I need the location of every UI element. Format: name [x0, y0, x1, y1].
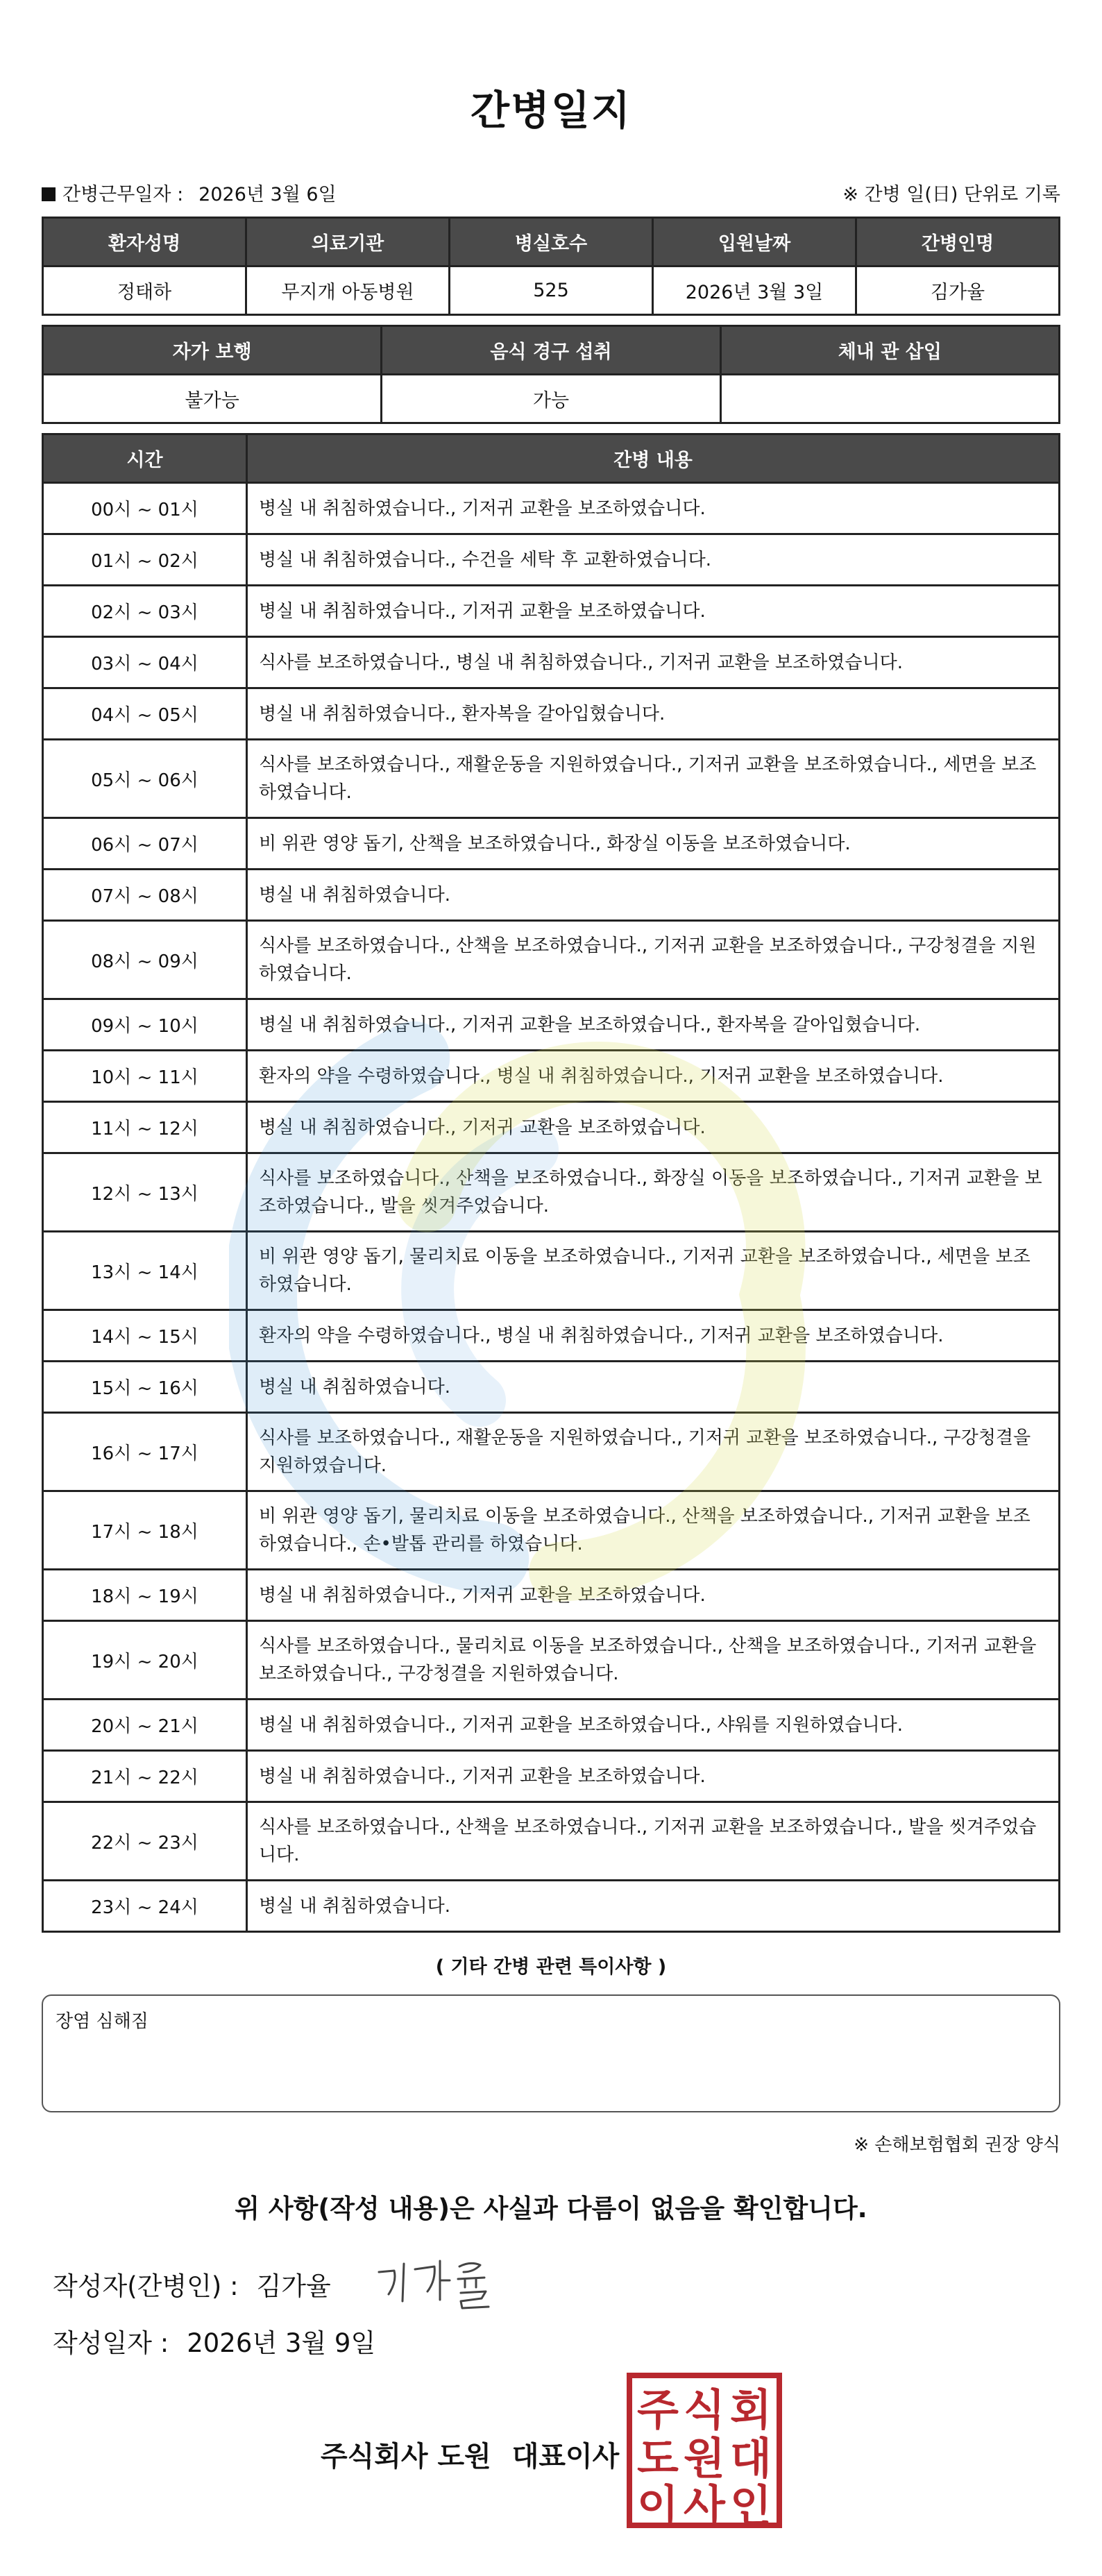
special-notes-title: ( 기타 간병 관련 특이사항 ): [435, 1956, 667, 1978]
header-room-number: 병실호수: [450, 218, 653, 266]
log-time: 22시 ~ 23시: [43, 1802, 247, 1881]
special-notes-content: 장염 심해짐: [56, 2011, 149, 2032]
table-row: [43, 870, 1060, 921]
written-date-line: [53, 2322, 375, 2359]
log-time: 13시 ~ 14시: [43, 1232, 247, 1310]
patient-info-table: [42, 217, 1060, 316]
log-content: 비 위관 영양 돕기, 산책을 보조하였습니다., 화장실 이동을 보조하였습니다.: [247, 818, 1060, 870]
header-oral-intake: 음식 경구 섭취: [382, 326, 720, 375]
log-content: 병실 내 취침하였습니다., 기저귀 교환을 보조하였습니다.: [247, 483, 1060, 534]
svg-text:주: 주: [637, 2384, 679, 2435]
log-content: 병실 내 취침하였습니다.: [247, 1881, 1060, 1932]
log-time: 09시 ~ 10시: [43, 999, 247, 1051]
written-date-label: 작성일자 :: [53, 2328, 169, 2358]
header-admission-date: 입원날짜: [653, 218, 856, 266]
table-row: [43, 1570, 1060, 1621]
header-patient-name: 환자성명: [43, 218, 246, 266]
log-content: 환자의 약을 수령하였습니다., 병실 내 취침하였습니다., 기저귀 교환을 보조하였습니다.: [247, 1051, 1060, 1102]
table-row: [43, 1751, 1060, 1802]
writer-label: 작성자(간병인) :: [53, 2271, 239, 2301]
log-time: 00시 ~ 01시: [43, 483, 247, 534]
tube-insertion: [720, 375, 1059, 423]
company-role: 대표이사: [511, 2441, 620, 2473]
table-row: [43, 1491, 1060, 1570]
page-title: 간병일지: [470, 87, 632, 134]
table-row: [43, 637, 1060, 688]
svg-text:원: 원: [684, 2433, 725, 2484]
log-content: 병실 내 취침하였습니다.: [247, 1362, 1060, 1413]
table-row: [43, 999, 1060, 1051]
form-note: ※ 손해보험협회 권장 양식: [854, 2135, 1060, 2155]
log-content: 식사를 보조하였습니다., 산책을 보조하였습니다., 기저귀 교환을 보조하였습니다., 발을 씻겨주었습니다.: [247, 1802, 1060, 1881]
log-time: 14시 ~ 15시: [43, 1310, 247, 1362]
log-content: 병실 내 취침하였습니다., 기저귀 교환을 보조하였습니다., 샤워를 지원하였습니다.: [247, 1700, 1060, 1751]
log-time: 02시 ~ 03시: [43, 586, 247, 637]
oral-intake: 가능: [382, 375, 720, 423]
svg-text:도: 도: [637, 2433, 679, 2484]
log-content: 식사를 보조하였습니다., 산책을 보조하였습니다., 기저귀 교환을 보조하였습니다., 구강청결을 지원하였습니다.: [247, 921, 1060, 999]
log-content: 식사를 보조하였습니다., 재활운동을 지원하였습니다., 기저귀 교환을 보조하였습니다., 구강청결을 지원하였습니다.: [247, 1413, 1060, 1491]
admission-date: 2026년 3월 3일: [653, 266, 856, 315]
table-row: [43, 1802, 1060, 1881]
table-row: [43, 586, 1060, 637]
square-bullet-icon: [42, 187, 56, 201]
log-content: 비 위관 영양 돕기, 물리치료 이동을 보조하였습니다., 산책을 보조하였습니다., 기저귀 교환을 보조하였습니다., 손•발톱 관리를 하였습니다.: [247, 1491, 1060, 1570]
table-row: [43, 1621, 1060, 1700]
table-row: [43, 1051, 1060, 1102]
table-row: [43, 1362, 1060, 1413]
log-content: 식사를 보조하였습니다., 산책을 보조하였습니다., 화장실 이동을 보조하였습니다., 기저귀 교환을 보조하였습니다., 발을 씻겨주었습니다.: [247, 1153, 1060, 1232]
log-time: 06시 ~ 07시: [43, 818, 247, 870]
log-content: 병실 내 취침하였습니다., 기저귀 교환을 보조하였습니다.: [247, 1570, 1060, 1621]
handwritten-signature: [373, 2251, 505, 2314]
log-time: 20시 ~ 21시: [43, 1700, 247, 1751]
table-row: [43, 818, 1060, 870]
meta-row: [42, 179, 1060, 204]
log-content: 병실 내 취침하였습니다., 수건을 세탁 후 교환하였습니다.: [247, 534, 1060, 586]
log-time: 19시 ~ 20시: [43, 1621, 247, 1700]
patient-name: 정태하: [43, 266, 246, 315]
header-caregiver-name: 간병인명: [856, 218, 1060, 266]
hospital: 무지개 아동병원: [246, 266, 450, 315]
table-row: [43, 921, 1060, 999]
header-self-walking: 자가 보행: [43, 326, 382, 375]
log-time: 23시 ~ 24시: [43, 1881, 247, 1932]
log-time: 16시 ~ 17시: [43, 1413, 247, 1491]
svg-text:사: 사: [684, 2480, 725, 2529]
self-walking: 불가능: [43, 375, 382, 423]
log-content: 환자의 약을 수령하였습니다., 병실 내 취침하였습니다., 기저귀 교환을 보조하였습니다.: [247, 1310, 1060, 1362]
room-number: 525: [450, 266, 653, 315]
log-content: 병실 내 취침하였습니다.: [247, 870, 1060, 921]
svg-text:식: 식: [684, 2384, 725, 2435]
table-row: [43, 483, 1060, 534]
table-row: [43, 688, 1060, 740]
table-row: [43, 1881, 1060, 1932]
log-content: 병실 내 취침하였습니다., 기저귀 교환을 보조하였습니다.: [247, 586, 1060, 637]
header-hospital: 의료기관: [246, 218, 450, 266]
svg-text:대: 대: [730, 2433, 772, 2484]
svg-text:이: 이: [637, 2480, 679, 2529]
table-row: [43, 534, 1060, 586]
log-content: 병실 내 취침하였습니다., 기저귀 교환을 보조하였습니다.: [247, 1102, 1060, 1153]
table-row: [43, 1153, 1060, 1232]
table-row: [43, 740, 1060, 818]
log-content: 식사를 보조하였습니다., 물리치료 이동을 보조하였습니다., 산책을 보조하였습니다., 기저귀 교환을 보조하였습니다., 구강청결을 지원하였습니다.: [247, 1621, 1060, 1700]
log-content: 식사를 보조하였습니다., 재활운동을 지원하였습니다., 기저귀 교환을 보조하였습니다., 세면을 보조하였습니다.: [247, 740, 1060, 818]
log-time: 07시 ~ 08시: [43, 870, 247, 921]
log-time: 21시 ~ 22시: [43, 1751, 247, 1802]
written-date-value: 2026년 3월 9일: [187, 2328, 376, 2358]
table-row: [43, 1413, 1060, 1491]
care-log-table: [42, 433, 1060, 1933]
table-row: [43, 1102, 1060, 1153]
caregiver-name: 김가율: [856, 266, 1060, 315]
log-content: 병실 내 취침하였습니다., 기저귀 교환을 보조하였습니다., 환자복을 갈아입혔습니다.: [247, 999, 1060, 1051]
log-content: 식사를 보조하였습니다., 병실 내 취침하였습니다., 기저귀 교환을 보조하였습니다.: [247, 637, 1060, 688]
log-time: 10시 ~ 11시: [43, 1051, 247, 1102]
header-tube-insertion: 체내 관 삽입: [720, 326, 1059, 375]
log-time: 15시 ~ 16시: [43, 1362, 247, 1413]
log-time: 11시 ~ 12시: [43, 1102, 247, 1153]
log-time: 04시 ~ 05시: [43, 688, 247, 740]
special-notes-box: [42, 1994, 1060, 2112]
confirmation-statement: 위 사항(작성 내용)은 사실과 다름이 없음을 확인합니다.: [235, 2194, 867, 2223]
table-row: [43, 1310, 1060, 1362]
writer-line: [53, 2265, 331, 2303]
log-time: 12시 ~ 13시: [43, 1153, 247, 1232]
header-time: 시간: [43, 434, 247, 483]
company-name: 주식회사 도원: [321, 2441, 491, 2473]
table-row: [43, 1700, 1060, 1751]
svg-text:인: 인: [730, 2480, 772, 2529]
writer-name: 김가율: [256, 2271, 331, 2301]
svg-text:회: 회: [730, 2384, 772, 2435]
log-time: 01시 ~ 02시: [43, 534, 247, 586]
company-seal-stamp: [626, 2372, 783, 2529]
log-time: 17시 ~ 18시: [43, 1491, 247, 1570]
header-care-content: 간병 내용: [247, 434, 1060, 483]
work-date: [42, 179, 337, 206]
log-time: 05시 ~ 06시: [43, 740, 247, 818]
log-time: 08시 ~ 09시: [43, 921, 247, 999]
patient-status-table: [42, 325, 1060, 424]
table-row: [43, 1232, 1060, 1310]
log-time: 18시 ~ 19시: [43, 1570, 247, 1621]
work-date-value: 2026년 3월 6일: [198, 184, 337, 205]
log-time: 03시 ~ 04시: [43, 637, 247, 688]
work-date-label: 간병근무일자 :: [62, 184, 184, 205]
log-content: 병실 내 취침하였습니다., 기저귀 교환을 보조하였습니다.: [247, 1751, 1060, 1802]
log-content: 병실 내 취침하였습니다., 환자복을 갈아입혔습니다.: [247, 688, 1060, 740]
log-content: 비 위관 영양 돕기, 물리치료 이동을 보조하였습니다., 기저귀 교환을 보조하였습니다., 세면을 보조하였습니다.: [247, 1232, 1060, 1310]
company-line: [321, 2434, 619, 2474]
unit-note: ※ 간병 일(日) 단위로 기록: [842, 184, 1060, 205]
